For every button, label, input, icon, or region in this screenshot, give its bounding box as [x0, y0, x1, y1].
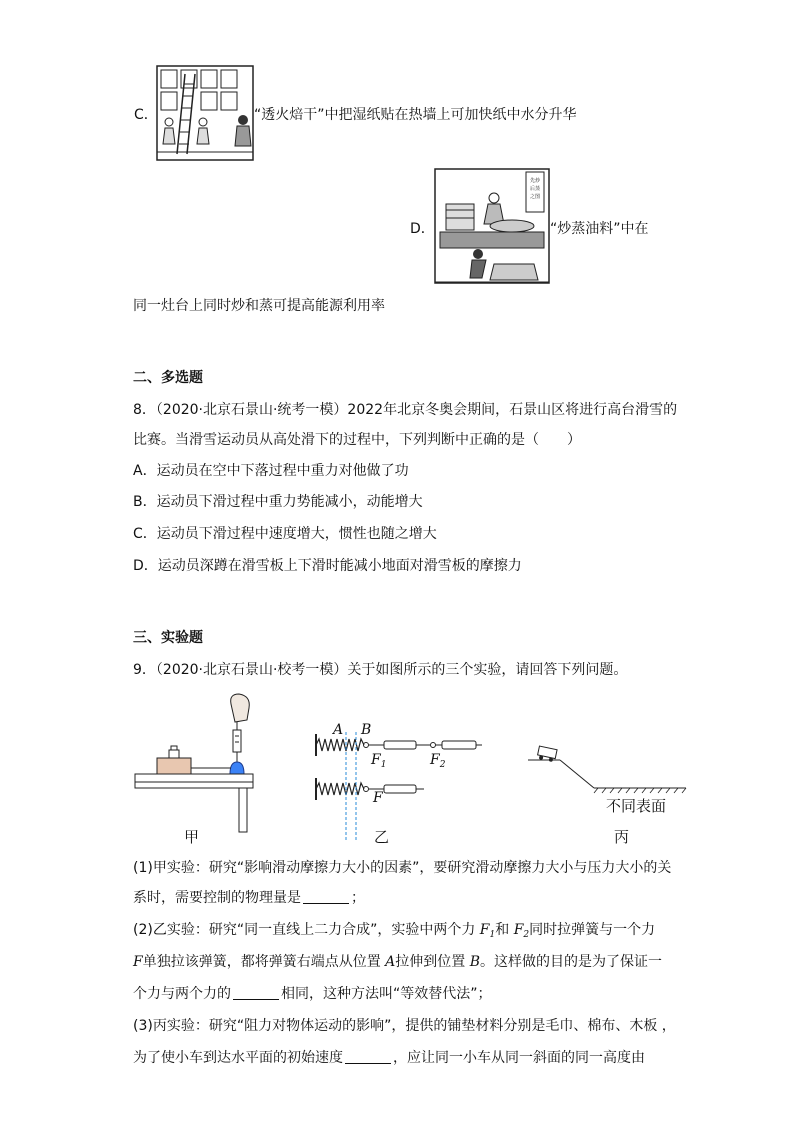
force-label-F: F	[373, 790, 383, 806]
figure-bing-label: 丙	[614, 828, 630, 846]
option-d-image	[434, 168, 550, 284]
q9-part2-line3: 个力与两个力的 相同，这种方法叫“等效替代法”；	[133, 986, 492, 1002]
spring-label-B: B	[361, 722, 372, 738]
q9-part2-line2: F单独拉该弹簧，都将弹簧右端点从位置 A拉伸到位置 B。这样做的目的是为了保证一	[133, 954, 663, 970]
answer-blank-3[interactable]	[345, 1049, 391, 1064]
section-2-title: 二、多选题	[133, 370, 203, 386]
q8-option-a[interactable]: A．运动员在空中下落过程中重力对他做了功	[133, 463, 409, 479]
q9-stem: 9．（2020·北京石景山·校考一模）关于如图所示的三个实验，请回答下列问题。	[133, 662, 628, 678]
q9-part3-line1: (3)丙实验：研究“阻力对物体运动的影响”，提供的铺垫材料分别是毛巾、棉布、木板 ，	[133, 1018, 676, 1034]
q9-part1-line1: (1)甲实验：研究“影响滑动摩擦力大小的因素”，要研究滑动摩擦力大小与压力大小的关	[133, 860, 672, 876]
option-d-image-label-2: 后蒸	[529, 186, 541, 192]
option-d-image-label-3: 之图	[529, 194, 541, 200]
spring-label-A: A	[333, 722, 344, 738]
q8-stem-line2: 比赛。当滑雪运动员从高处滑下的过程中，下列判断中正确的是（ ）	[133, 432, 581, 448]
q8-option-d[interactable]: D．运动员深蹲在滑雪板上下滑时能减小地面对滑雪板的摩擦力	[133, 558, 522, 574]
figure-yi-springs	[314, 722, 490, 840]
option-c-letter: C．	[134, 107, 158, 123]
figure-jia-friction	[133, 692, 261, 834]
option-c-image	[155, 64, 255, 162]
q8-stem-line1: 8．（2020·北京石景山·统考一模）2022年北京冬奥会期间，石景山区将进行高台滑雪的	[133, 402, 678, 418]
q9-part3-line2: 为了使小车到达水平面的初始速度 ，应让同一小车从同一斜面的同一高度由	[133, 1050, 645, 1066]
answer-blank-1[interactable]	[303, 889, 349, 904]
option-d-image-label-1: 先炒	[529, 178, 541, 184]
q8-option-c[interactable]: C．运动员下滑过程中速度增大，惯性也随之增大	[133, 526, 437, 542]
option-c-text: “透火焙干”中把湿纸贴在热墙上可加快纸中水分升华	[254, 107, 577, 123]
answer-blank-2[interactable]	[233, 985, 279, 1000]
surface-label: 不同表面	[606, 797, 667, 815]
q9-part1-line2: 系时，需要控制的物理量是 ；	[133, 890, 365, 906]
option-d-continuation: 同一灶台上同时炒和蒸可提高能源利用率	[133, 298, 385, 314]
force-label-F1: $F_1$	[371, 752, 387, 770]
figure-bing-incline	[528, 744, 688, 794]
figure-yi-label: 乙	[374, 828, 390, 846]
q8-option-b[interactable]: B．运动员下滑过程中重力势能减小，动能增大	[133, 494, 423, 510]
section-3-title: 三、实验题	[133, 630, 203, 646]
q9-part2-line1: (2)乙实验：研究“同一直线上二力合成”，实验中两个力 $F_1$和 $F_2$同时拉弹簧与一个力	[133, 922, 656, 940]
figure-jia-label: 甲	[184, 828, 200, 846]
option-d-letter: D．	[410, 221, 435, 237]
force-label-F2: $F_2$	[430, 752, 446, 770]
option-d-text: “炒蒸油料”中在	[550, 221, 649, 237]
